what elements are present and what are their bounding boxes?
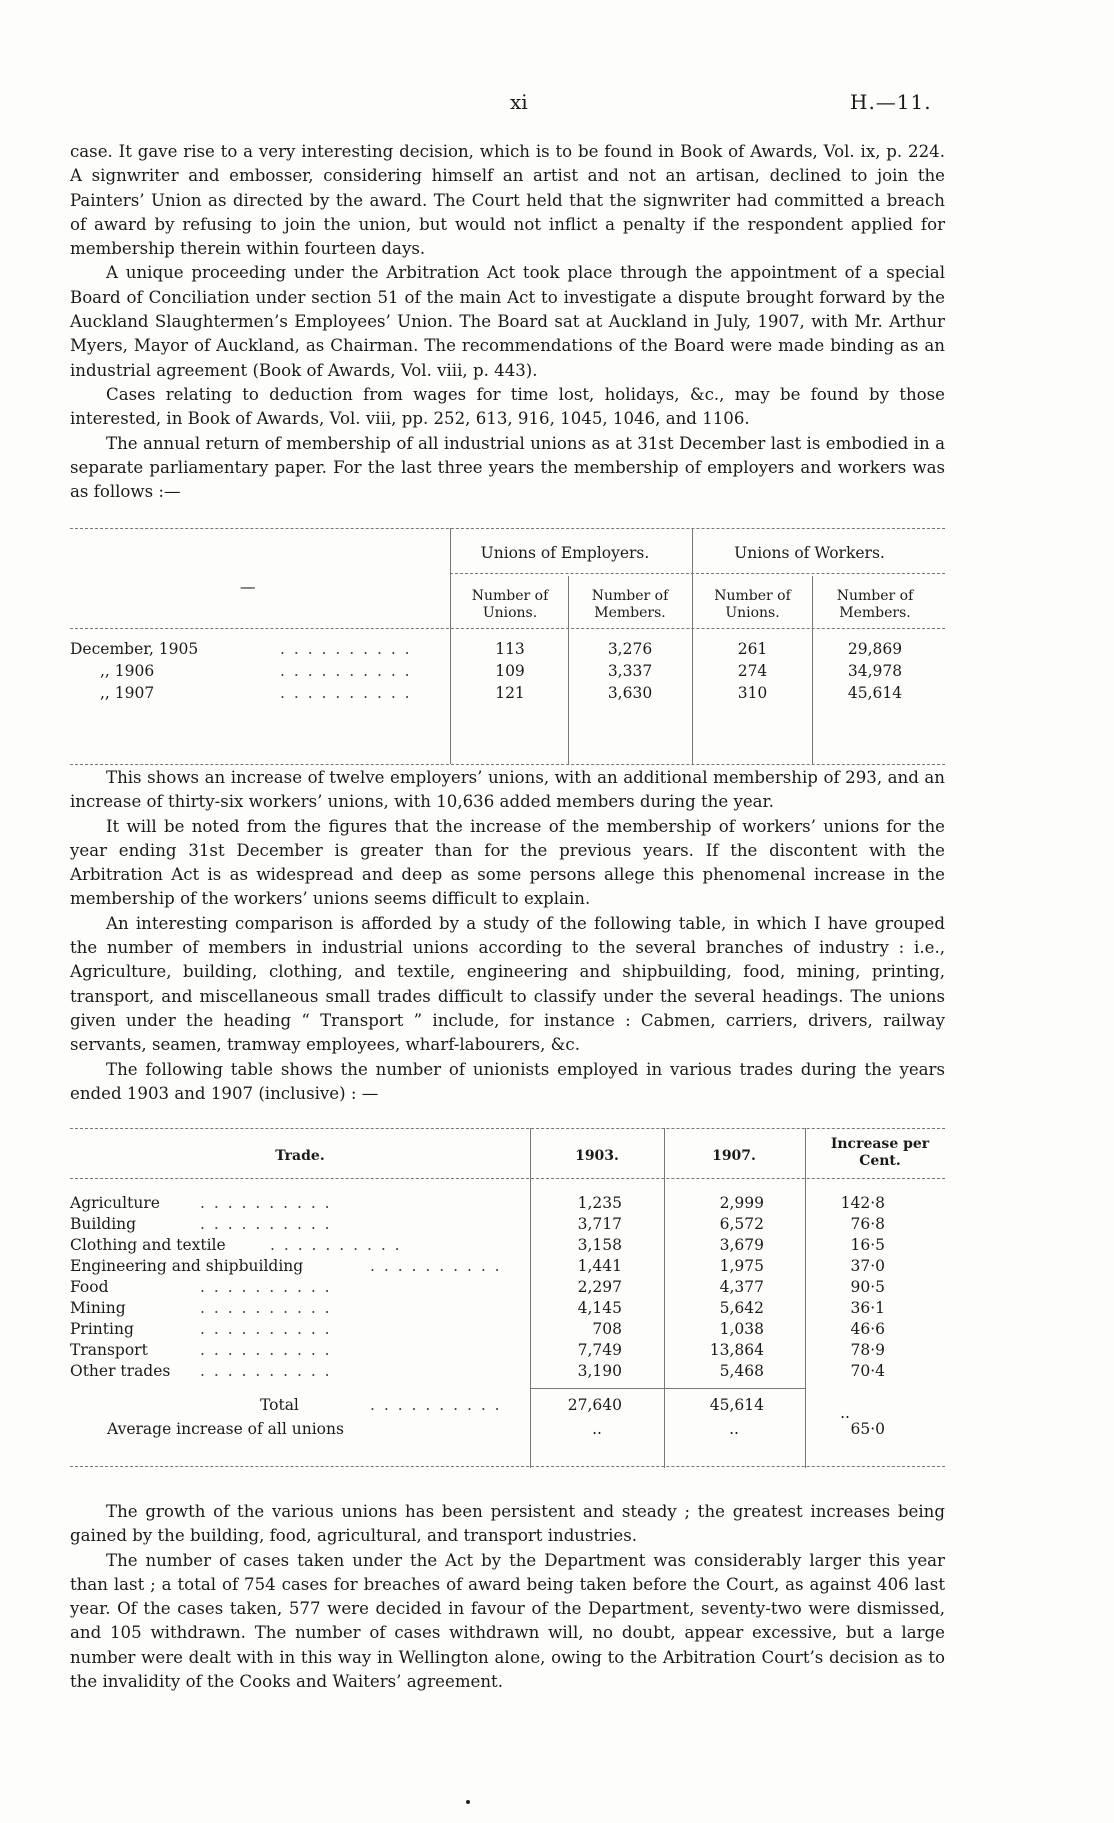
row-label: ,, 1906 <box>100 662 155 680</box>
value-increase: 90·5 <box>850 1278 885 1296</box>
paragraph: It will be noted from the figures that the increase of the membership of workers’ unions for the year ending 31st December is greater than for the previous years. If the discontent with the Arbitration Act is as widespread and deep as some persons allege this phenomenal increase in the membership of the workers’ unions seems difficult to explain. <box>70 816 945 909</box>
header-trade: Trade. <box>275 1148 325 1164</box>
wkr-unions-value: 310 <box>737 684 768 702</box>
value-increase: 37·0 <box>850 1257 885 1275</box>
value-1907: 5,642 <box>719 1299 764 1317</box>
paragraph: The following table shows the number of unionists employed in various trades during the years ended 1903 and 1907 (inclusive) : — <box>70 1059 945 1103</box>
leader-dots: . . . . . . . . . . <box>200 1320 332 1338</box>
value-1907: 6,572 <box>719 1215 764 1233</box>
page-mark <box>466 1800 470 1804</box>
trade-name: Engineering and shipbuilding <box>70 1257 304 1275</box>
wkr-members-value: 34,978 <box>847 662 903 680</box>
paragraph: The growth of the various unions has been persistent and steady ; the greatest increases being gained by the building, food, agricultural, and transport industries. <box>70 1502 945 1546</box>
header-increase: Increase per Cent. <box>830 1136 930 1169</box>
leader-dots: . . . . . . . . . . <box>200 1341 332 1359</box>
value-1903: 3,717 <box>577 1215 622 1233</box>
total-1907: 45,614 <box>709 1396 764 1414</box>
header-1907: 1907. <box>712 1148 756 1164</box>
value-1903: 7,749 <box>577 1341 622 1359</box>
value-1907: 2,999 <box>719 1194 764 1212</box>
value-increase: 70·4 <box>850 1362 885 1380</box>
leader-dots: . . . . . . . . . . <box>280 662 412 680</box>
value-1907: 5,468 <box>719 1362 764 1380</box>
wkr-unions-value: 261 <box>737 640 768 658</box>
total-label: Total <box>260 1396 299 1414</box>
stub-dash: — <box>240 578 256 596</box>
trade-name: Clothing and textile <box>70 1236 226 1254</box>
wkr-members-value: 45,614 <box>847 684 903 702</box>
header-wkr-unions: Number of Unions. <box>714 588 791 621</box>
value-1903: 3,158 <box>577 1236 622 1254</box>
leader-dots: . . . . . . . . . . <box>370 1396 502 1414</box>
average-1907: .. <box>729 1420 739 1438</box>
emp-unions-value: 113 <box>495 640 525 658</box>
trade-name: Other trades <box>70 1362 171 1380</box>
paragraph: This shows an increase of twelve employers’ unions, with an additional membership of 293, and an increase of thirty-six workers’ unions, with 10,636 added members during the year. <box>70 768 945 812</box>
trade-name: Agriculture <box>70 1194 160 1212</box>
membership-table <box>70 528 945 768</box>
paragraph: Cases relating to deduction from wages for time lost, holidays, &c., may be found by those interested, in Book of Awards, Vol. viii, pp. 252, 613, 916, 1045, 1046, and 1106. <box>70 384 945 429</box>
row-label: December, 1905 <box>70 640 199 658</box>
total-1903: 27,640 <box>567 1396 622 1414</box>
value-1903: 1,235 <box>577 1194 622 1212</box>
value-1903: 2,297 <box>577 1278 622 1296</box>
trade-name: Mining <box>70 1299 126 1317</box>
average-1903: .. <box>592 1420 602 1438</box>
value-increase: 142·8 <box>840 1194 885 1212</box>
value-1907: 1,975 <box>719 1257 764 1275</box>
body-text-bottom <box>70 1500 945 1694</box>
value-increase: 46·6 <box>850 1320 885 1338</box>
trade-name: Printing <box>70 1320 134 1338</box>
total-increase: .. <box>840 1404 850 1422</box>
leader-dots: . . . . . . . . . . <box>200 1278 332 1296</box>
value-1903: 1,441 <box>577 1257 622 1275</box>
body-text-middle <box>70 766 945 1106</box>
header-emp-members: Number of Members. <box>591 588 669 621</box>
value-1907: 13,864 <box>709 1341 764 1359</box>
paragraph: A unique proceeding under the Arbitration Act took place through the appointment of a special Board of Conciliation under section 51 of the main Act to investigate a dispute brought forward by the Auckland Slaughtermen’s Employees’ Union. The Board sat at Auckland in July, 1907, with Mr. Arthur Myers, Mayor of Auckland, as Chairman. The recommendations of the Board were made binding as an industrial agreement (Book of Awards, Vol. viii, p. 443). <box>70 263 945 380</box>
paragraph: The annual return of membership of all industrial unions as at 31st December last is embodied in a separate parliamentary paper. For the last three years the membership of employers and workers was as follows :— <box>70 433 945 502</box>
paragraph: An interesting comparison is afforded by a study of the following table, in which I have grouped the number of members in industrial unions according to the several branches of industry : i.e., Agriculture, building, clothing, and textile, engineering and shipbuilding, food, mining, printing, transport, and miscellaneous small trades difficult to classify under the several headings. The unions given under the heading “ Transport ” include, for instance : Cabmen, carriers, drivers, railway servants, seamen, tramway employees, wharf-labourers, &c. <box>70 913 945 1055</box>
emp-members-value: 3,630 <box>607 684 653 702</box>
emp-members-value: 3,276 <box>607 640 653 658</box>
document-reference: H.—11. <box>850 90 932 114</box>
average-label: Average increase of all unions <box>107 1420 344 1438</box>
header-wkr-members: Number of Members. <box>836 588 914 621</box>
average-increase: 65·0 <box>850 1420 885 1438</box>
leader-dots: . . . . . . . . . . <box>270 1236 402 1254</box>
paragraph: case. It gave rise to a very interesting decision, which is to be found in Book of Awards, Vol. ix, p. 224. A signwriter and embosser, considering himself an artist and not an artisan, declined to join the Painters’ Union as directed by the award. The Court held that the signwriter had committed a breach of award by refusing to join the union, but would not inflict a penalty if the respondent applied for membership therein within fourteen days. <box>70 142 945 259</box>
value-increase: 16·5 <box>850 1236 885 1254</box>
trades-table <box>70 1128 945 1473</box>
leader-dots: . . . . . . . . . . <box>200 1194 332 1212</box>
header-1903: 1903. <box>575 1148 619 1164</box>
wkr-members-value: 29,869 <box>847 640 903 658</box>
leader-dots: . . . . . . . . . . <box>200 1299 332 1317</box>
emp-unions-value: 109 <box>495 662 525 680</box>
trade-name: Food <box>70 1278 109 1296</box>
value-1907: 1,038 <box>719 1320 764 1338</box>
value-1907: 4,377 <box>719 1278 764 1296</box>
leader-dots: . . . . . . . . . . <box>200 1215 332 1233</box>
value-increase: 36·1 <box>850 1299 885 1317</box>
emp-unions-value: 121 <box>495 684 525 702</box>
value-increase: 76·8 <box>850 1215 885 1233</box>
wkr-unions-value: 274 <box>737 662 768 680</box>
page-number: xi <box>510 90 528 114</box>
value-1903: 3,190 <box>577 1362 622 1380</box>
leader-dots: . . . . . . . . . . <box>200 1362 332 1380</box>
leader-dots: . . . . . . . . . . <box>370 1257 502 1275</box>
value-1907: 3,679 <box>719 1236 764 1254</box>
group-header-employers: Unions of Employers. <box>480 544 650 562</box>
paragraph: The number of cases taken under the Act by the Department was considerably larger this year than last ; a total of 754 cases for breaches of award being taken before the Court, as against 406 last year. Of the cases taken, 577 were decided in favour of the Department, seventy-two were dismissed, and 105 withdrawn. The number of cases withdrawn will, no doubt, appear excessive, but a large number were dealt with in this way in Wellington alone, owing to the Arbitration Court’s decision as to the invalidity of the Cooks and Waiters’ agreement. <box>70 1550 945 1692</box>
value-1903: 708 <box>592 1320 622 1338</box>
emp-members-value: 3,337 <box>607 662 653 680</box>
row-label: ,, 1907 <box>100 684 155 702</box>
trade-name: Transport <box>70 1341 148 1359</box>
value-increase: 78·9 <box>850 1341 885 1359</box>
trade-name: Building <box>70 1215 137 1233</box>
body-text-top <box>70 140 945 504</box>
header-emp-unions: Number of Unions. <box>471 588 549 621</box>
leader-dots: . . . . . . . . . . <box>280 640 412 658</box>
value-1903: 4,145 <box>577 1299 622 1317</box>
group-header-workers: Unions of Workers. <box>734 544 885 562</box>
leader-dots: . . . . . . . . . . <box>280 684 412 702</box>
